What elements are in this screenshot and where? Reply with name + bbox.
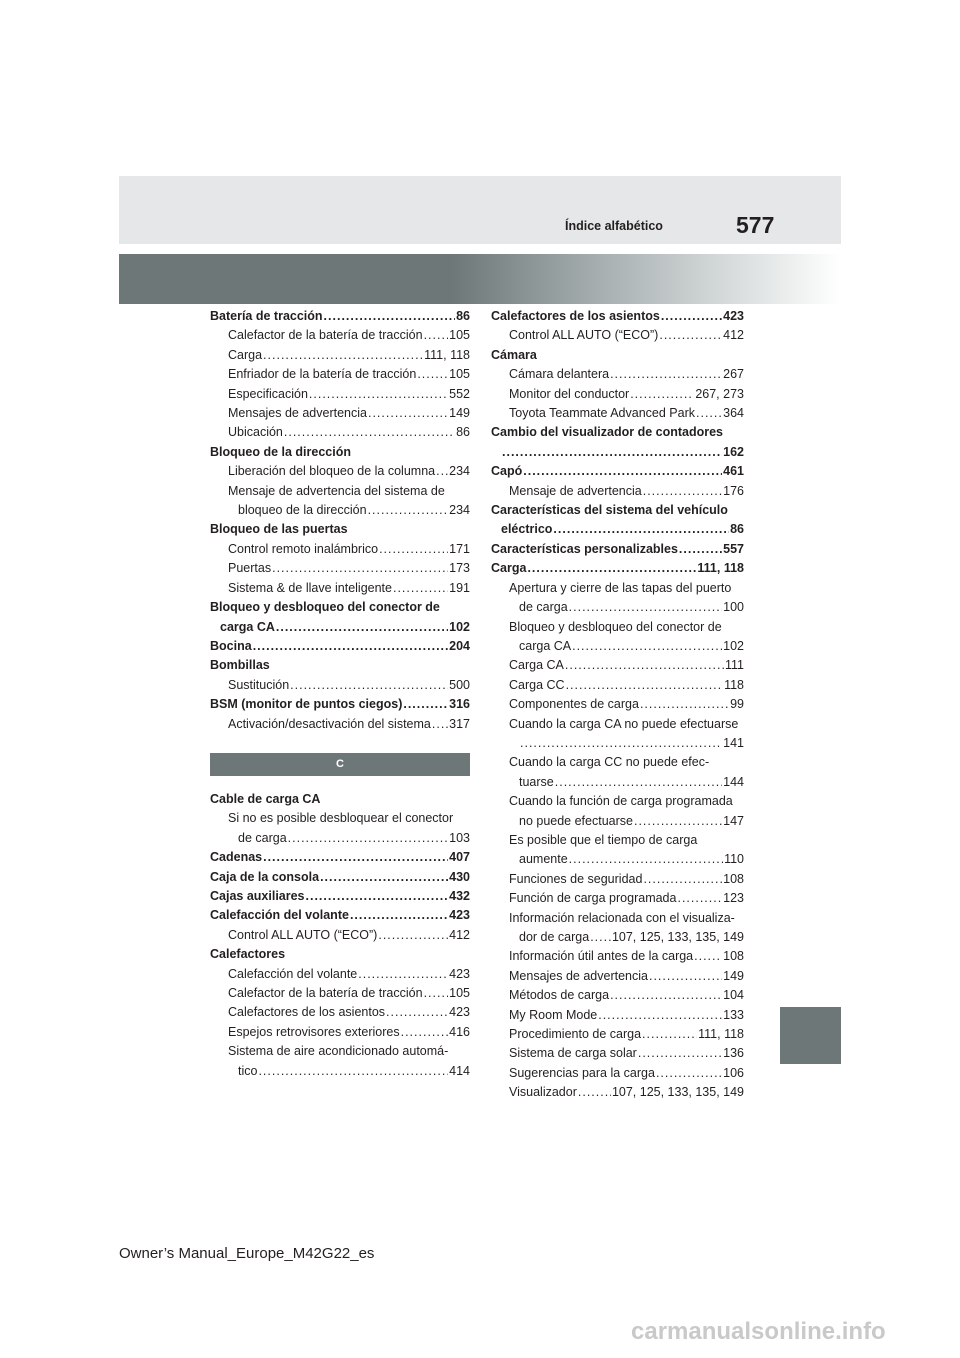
index-entry-page: 191	[449, 580, 470, 595]
index-entry-page: 111	[724, 658, 744, 673]
index-entry	[210, 482, 470, 501]
dot-leader	[696, 404, 722, 423]
dot-leader	[253, 637, 448, 656]
dot-leader	[386, 1003, 448, 1022]
index-entry	[491, 540, 744, 559]
index-entry-text: Espejos retrovisores exteriores	[228, 1024, 400, 1039]
index-entry-page: 461	[723, 464, 744, 479]
index-entry	[491, 753, 744, 772]
dot-leader	[527, 559, 696, 578]
index-entry	[210, 656, 470, 675]
index-entry	[491, 365, 744, 384]
index-entry-page: 107, 125, 133, 135, 149	[611, 930, 744, 944]
dot-leader	[403, 695, 448, 714]
index-entry	[491, 1006, 744, 1025]
dot-leader	[284, 423, 455, 442]
index-entry	[491, 346, 744, 365]
dot-leader	[640, 695, 729, 714]
index-entry-page: 414	[449, 1063, 470, 1078]
dot-leader	[393, 579, 448, 598]
index-entry-page: 173	[449, 561, 470, 576]
dot-leader	[350, 906, 448, 925]
index-entry	[491, 812, 744, 831]
index-entry	[491, 889, 744, 908]
index-entry-page: 171	[449, 541, 470, 556]
index-entry-page: 162	[723, 444, 744, 459]
index-entry-text: Calefactor de la batería de tracción	[228, 986, 423, 1000]
index-entry	[491, 579, 744, 598]
index-entry-text: Mensaje de advertencia	[509, 483, 642, 498]
index-entry-text: Carga	[491, 561, 527, 576]
index-entry-page: 103	[449, 830, 470, 845]
dot-leader	[590, 928, 611, 947]
dot-leader	[569, 850, 723, 869]
index-entry	[210, 326, 470, 345]
dot-leader	[358, 965, 448, 984]
index-entry-page: 105	[449, 328, 470, 343]
index-entry-text: Sugerencias para la carga	[509, 1065, 655, 1080]
dot-leader	[401, 1023, 449, 1042]
dot-leader	[566, 676, 723, 695]
index-entry	[491, 482, 744, 501]
index-entry-page: 111, 118	[698, 1027, 744, 1042]
index-entry-page: 317	[449, 716, 470, 731]
index-entry-text: Procedimiento de carga	[509, 1027, 642, 1042]
index-entry-page: 86	[456, 309, 470, 323]
index-entry-page: 111, 118	[424, 347, 470, 362]
index-entry-text: Monitor del conductor	[509, 386, 630, 401]
index-entry-text: Calefactores de los asientos	[228, 1005, 386, 1020]
index-entry-text: Calefacción del volante	[210, 908, 349, 923]
index-entry-page: 107, 125, 133, 135, 149	[611, 1085, 744, 1100]
dot-leader	[677, 889, 722, 908]
dot-leader	[258, 1062, 448, 1081]
index-entry	[210, 829, 470, 848]
index-entry-page: 430	[449, 869, 470, 884]
index-entry-text: bloqueo de la dirección	[238, 503, 367, 518]
index-entry-page: 118	[724, 677, 744, 692]
index-entry	[210, 579, 470, 598]
index-entry-page: 144	[723, 774, 744, 789]
index-entry-text: Carga CA	[509, 658, 564, 673]
index-entry-page: 500	[449, 677, 470, 692]
index-entry-text: Métodos de carga	[509, 988, 610, 1003]
index-entry	[491, 928, 744, 947]
index-entry-text: Cuando la carga CC no puede efec-	[509, 755, 710, 770]
dot-leader	[610, 986, 722, 1005]
index-entry	[210, 926, 470, 945]
index-entry-text: Cuando la carga CA no puede efectuarse	[509, 716, 739, 731]
index-entry-page: 407	[449, 850, 470, 865]
index-entry	[491, 870, 744, 889]
index-entry	[210, 676, 470, 695]
index-entry-text: Cuando la función de carga programada	[509, 794, 733, 809]
dot-leader	[569, 598, 722, 617]
index-entry-page: 147	[723, 813, 744, 828]
index-column-right	[491, 307, 744, 1103]
index-entry-text: tico	[238, 1063, 258, 1078]
index-entry-text: Cajas auxiliares	[210, 888, 305, 903]
index-entry-text: Información útil antes de la carga	[509, 949, 694, 964]
index-entry-text: Control remoto inalámbrico	[228, 541, 379, 556]
dot-leader	[634, 812, 722, 831]
index-entry	[491, 773, 744, 792]
index-entry	[491, 423, 744, 442]
letter-divider-c	[210, 753, 470, 776]
index-entry-page: 416	[449, 1024, 470, 1039]
index-entry	[491, 385, 744, 404]
index-entry-page: 136	[723, 1046, 744, 1061]
index-entry	[210, 945, 470, 964]
dot-leader	[263, 346, 423, 365]
index-entry	[491, 618, 744, 637]
index-entry-text: de carga	[238, 830, 287, 845]
index-entry-page: 123	[723, 891, 744, 906]
index-entry-text: Puertas	[228, 561, 272, 576]
dot-leader	[578, 1083, 611, 1102]
index-entry	[491, 734, 744, 753]
index-entry	[210, 809, 470, 828]
index-entry-text: Control ALL AUTO (“ECO”)	[509, 328, 659, 343]
index-entry-page: 99	[730, 697, 744, 712]
index-entry-page: 86	[456, 425, 470, 440]
dot-leader	[424, 984, 449, 1003]
index-entry-page: 234	[449, 464, 470, 479]
index-entry-text: Bloqueo de la dirección	[210, 444, 351, 459]
index-entry	[210, 346, 470, 365]
index-entry	[491, 656, 744, 675]
index-entry-page: 412	[723, 328, 744, 343]
index-entry	[210, 1042, 470, 1061]
dot-leader	[656, 1064, 722, 1083]
dot-leader	[368, 501, 449, 520]
dot-leader	[523, 462, 722, 481]
index-entry-text: no puede efectuarse	[519, 813, 633, 828]
index-entry-page: 108	[723, 871, 744, 886]
dot-leader	[659, 326, 722, 345]
dot-leader	[642, 1025, 697, 1044]
dot-leader	[553, 520, 729, 539]
index-entry-text: Componentes de carga	[509, 697, 639, 712]
index-entry-page: 105	[449, 367, 470, 382]
index-entry-page: 412	[449, 927, 470, 942]
dot-leader	[288, 829, 448, 848]
index-entry-page: 102	[449, 619, 470, 634]
dot-leader	[565, 656, 724, 675]
index-entry	[491, 598, 744, 617]
index-entry-page: 176	[723, 483, 744, 498]
dot-leader	[638, 1044, 722, 1063]
index-entry	[491, 986, 744, 1005]
index-entry-text: Si no es posible desbloquear el conector	[228, 811, 454, 826]
index-entry	[491, 695, 744, 714]
index-entry	[210, 1023, 470, 1042]
index-entry	[210, 1003, 470, 1022]
index-entry	[210, 868, 470, 887]
index-entry	[491, 792, 744, 811]
index-entry-text: Caja de la consola	[210, 869, 320, 884]
index-entry-page: 141	[723, 735, 744, 750]
index-entry	[210, 1062, 470, 1081]
index-entry-text: tuarse	[519, 774, 554, 789]
watermark-logo: carmanualsonline.info	[631, 1318, 886, 1345]
dot-leader	[502, 443, 722, 462]
index-entry	[491, 559, 744, 578]
index-entry-page: 105	[449, 986, 470, 1000]
dot-leader	[263, 848, 448, 867]
index-entry-text: My Room Mode	[509, 1007, 598, 1022]
index-entry-text: Mensaje de advertencia del sistema de	[228, 483, 445, 498]
index-entry-text: Enfriador de la batería de tracción	[228, 367, 417, 382]
index-entry-text: Bloqueo y desbloqueo del conector de	[509, 619, 722, 634]
index-entry	[210, 404, 470, 423]
dot-leader	[306, 887, 449, 906]
index-entry-page: 557	[723, 541, 744, 556]
index-entry	[491, 1025, 744, 1044]
dot-leader	[379, 540, 448, 559]
dot-leader	[324, 307, 456, 326]
index-entry-text: Sistema de aire acondicionado automá-	[228, 1044, 449, 1059]
index-list-b	[210, 307, 470, 734]
index-entry-text: Funciones de seguridad	[509, 871, 643, 886]
index-entry	[491, 637, 744, 656]
index-entry	[210, 520, 470, 539]
index-entry	[210, 423, 470, 442]
index-entry-text: Sistema & de llave inteligente	[228, 580, 392, 595]
dot-leader	[630, 385, 694, 404]
index-entry	[210, 848, 470, 867]
index-entry	[210, 984, 470, 1003]
index-entry-text: dor de carga	[519, 930, 590, 944]
index-entry	[491, 967, 744, 986]
index-entry-page: 267	[723, 367, 744, 382]
index-entry-text: Carga	[228, 347, 263, 362]
index-entry	[210, 501, 470, 520]
index-column-left	[210, 307, 470, 1081]
index-entry-page: 423	[449, 966, 470, 981]
index-list-c	[210, 790, 470, 1081]
index-entry	[210, 385, 470, 404]
index-entry-page: 364	[723, 406, 744, 421]
index-entry-text: Apertura y cierre de las tapas del puerto	[509, 580, 732, 595]
dot-leader	[520, 734, 722, 753]
dot-leader	[309, 385, 448, 404]
index-entry-text: Bloqueo y desbloqueo del conector de	[210, 600, 440, 615]
index-entry-page: 432	[449, 888, 470, 903]
index-entry-page: 204	[449, 638, 470, 653]
index-entry-text: Ubicación	[228, 425, 283, 440]
index-entry-text: Mensajes de advertencia	[509, 968, 648, 983]
index-entry	[491, 831, 744, 850]
index-entry	[491, 404, 744, 423]
header-band	[119, 176, 841, 244]
index-entry-text: Activación/desactivación del sistema	[228, 716, 431, 731]
index-entry-text: aumente	[519, 852, 568, 867]
index-entry	[210, 598, 470, 617]
index-entry-page: 100	[723, 600, 744, 615]
index-entry-text: Sistema de carga solar	[509, 1046, 637, 1061]
index-entry-text: Mensajes de advertencia	[228, 406, 367, 421]
index-entry	[491, 1044, 744, 1063]
footer-manual-id: Owner’s Manual_Europe_M42G22_es	[119, 1245, 375, 1262]
index-entry	[210, 462, 470, 481]
index-entry	[210, 365, 470, 384]
dot-leader	[368, 404, 448, 423]
index-entry-text: Carga CC	[509, 677, 565, 692]
index-entry-text: Bocina	[210, 638, 252, 653]
index-entry-page: 316	[449, 697, 470, 712]
index-entry	[491, 676, 744, 695]
index-entry	[491, 501, 744, 520]
dot-leader	[276, 618, 448, 637]
index-entry	[210, 790, 470, 809]
dot-leader	[378, 926, 448, 945]
index-entry	[210, 715, 470, 734]
index-entry-text: Bombillas	[210, 658, 270, 673]
index-entry	[491, 326, 744, 345]
thumb-index-tab	[780, 1007, 841, 1064]
index-entry	[491, 850, 744, 869]
dot-leader	[432, 715, 448, 734]
index-entry	[210, 559, 470, 578]
dot-leader	[436, 462, 448, 481]
index-entry	[491, 909, 744, 928]
index-entry-text: Especificación	[228, 386, 308, 401]
index-entry-page: 106	[723, 1065, 744, 1080]
index-entry-text: Sustitución	[228, 677, 290, 692]
index-entry-page: 234	[449, 503, 470, 518]
index-entry-text: Calefacción del volante	[228, 966, 358, 981]
index-entry-text: Características personalizables	[491, 541, 678, 556]
index-entry-page: 102	[723, 638, 744, 653]
dot-leader	[320, 868, 448, 887]
index-entry-text: Bloqueo de las puertas	[210, 522, 348, 537]
index-entry-page: 110	[724, 852, 744, 867]
index-entry	[210, 540, 470, 559]
index-entry-page: 552	[449, 386, 470, 401]
index-entry-text: de carga	[519, 600, 568, 615]
index-entry	[210, 443, 470, 462]
dot-leader	[417, 365, 448, 384]
dot-leader	[610, 365, 722, 384]
dot-leader	[679, 540, 722, 559]
dot-leader	[572, 637, 722, 656]
dot-leader	[643, 482, 722, 501]
index-entry-text: Cambio del visualizador de contadores	[491, 425, 724, 440]
index-entry-text: eléctrico	[501, 522, 553, 537]
index-entry-text: Cámara	[491, 347, 537, 362]
index-entry-text: Función de carga programada	[509, 891, 677, 906]
index-entry	[491, 443, 744, 462]
dot-leader	[598, 1006, 722, 1025]
dot-leader	[424, 326, 449, 345]
index-entry-text: Calefactores de los asientos	[491, 309, 660, 323]
dot-leader	[290, 676, 448, 695]
dot-leader	[649, 967, 722, 986]
index-entry	[210, 618, 470, 637]
index-entry-page: 133	[723, 1007, 744, 1022]
index-entry	[491, 715, 744, 734]
index-entry-text: Cámara delantera	[509, 367, 610, 382]
index-entry-page: 149	[449, 406, 470, 421]
index-entry	[210, 887, 470, 906]
index-entry-page: 267, 273	[695, 386, 744, 401]
index-entry	[491, 462, 744, 481]
index-entry	[491, 307, 744, 326]
index-entry-text: BSM (monitor de puntos ciegos)	[210, 697, 403, 712]
section-title: Índice alfabético	[565, 219, 663, 233]
index-entry-text: Toyota Teammate Advanced Park	[509, 406, 695, 421]
index-entry-page: 423	[449, 1005, 470, 1020]
index-entry	[491, 947, 744, 966]
index-entry	[491, 520, 744, 539]
index-entry-page: 149	[723, 968, 744, 983]
index-entry-page: 86	[730, 522, 744, 537]
letter-label: C	[336, 758, 344, 771]
index-entry-text: carga CA	[220, 619, 275, 634]
index-entry-page: 111, 118	[697, 561, 744, 576]
index-entry-text: Es posible que el tiempo de carga	[509, 832, 698, 847]
index-entry	[210, 965, 470, 984]
dot-leader	[661, 307, 722, 326]
index-entry	[491, 1064, 744, 1083]
index-entry-text: Cable de carga CA	[210, 791, 321, 806]
dot-leader	[555, 773, 722, 792]
dot-leader	[694, 947, 722, 966]
index-entry-text: Información relacionada con el visualiza-	[509, 910, 735, 925]
index-entry-page: 423	[723, 309, 744, 323]
index-entry	[210, 906, 470, 925]
index-entry	[491, 1083, 744, 1102]
index-entry	[210, 695, 470, 714]
index-entry	[210, 637, 470, 656]
index-entry-text: Calefactores	[210, 947, 286, 962]
index-entry-page: 423	[449, 908, 470, 923]
index-entry	[210, 307, 470, 326]
index-entry-text: Capó	[491, 464, 523, 479]
index-list-c-continued	[491, 307, 744, 1103]
index-entry-page: 104	[723, 988, 744, 1003]
index-entry-text: Características del sistema del vehículo	[491, 503, 728, 518]
index-entry-text: Cadenas	[210, 850, 263, 865]
dot-leader	[272, 559, 448, 578]
header-gradient-band	[119, 254, 841, 304]
index-entry-text: carga CA	[519, 638, 572, 653]
index-entry-text: Batería de tracción	[210, 309, 323, 323]
page-number: 577	[736, 212, 775, 238]
index-entry-text: Control ALL AUTO (“ECO”)	[228, 927, 378, 942]
index-entry-page: 108	[723, 949, 744, 964]
index-entry-text: Visualizador	[509, 1085, 577, 1100]
index-entry-text: Liberación del bloqueo de la columna	[228, 464, 436, 479]
dot-leader	[643, 870, 722, 889]
index-entry-text: Calefactor de la batería de tracción	[228, 328, 423, 343]
